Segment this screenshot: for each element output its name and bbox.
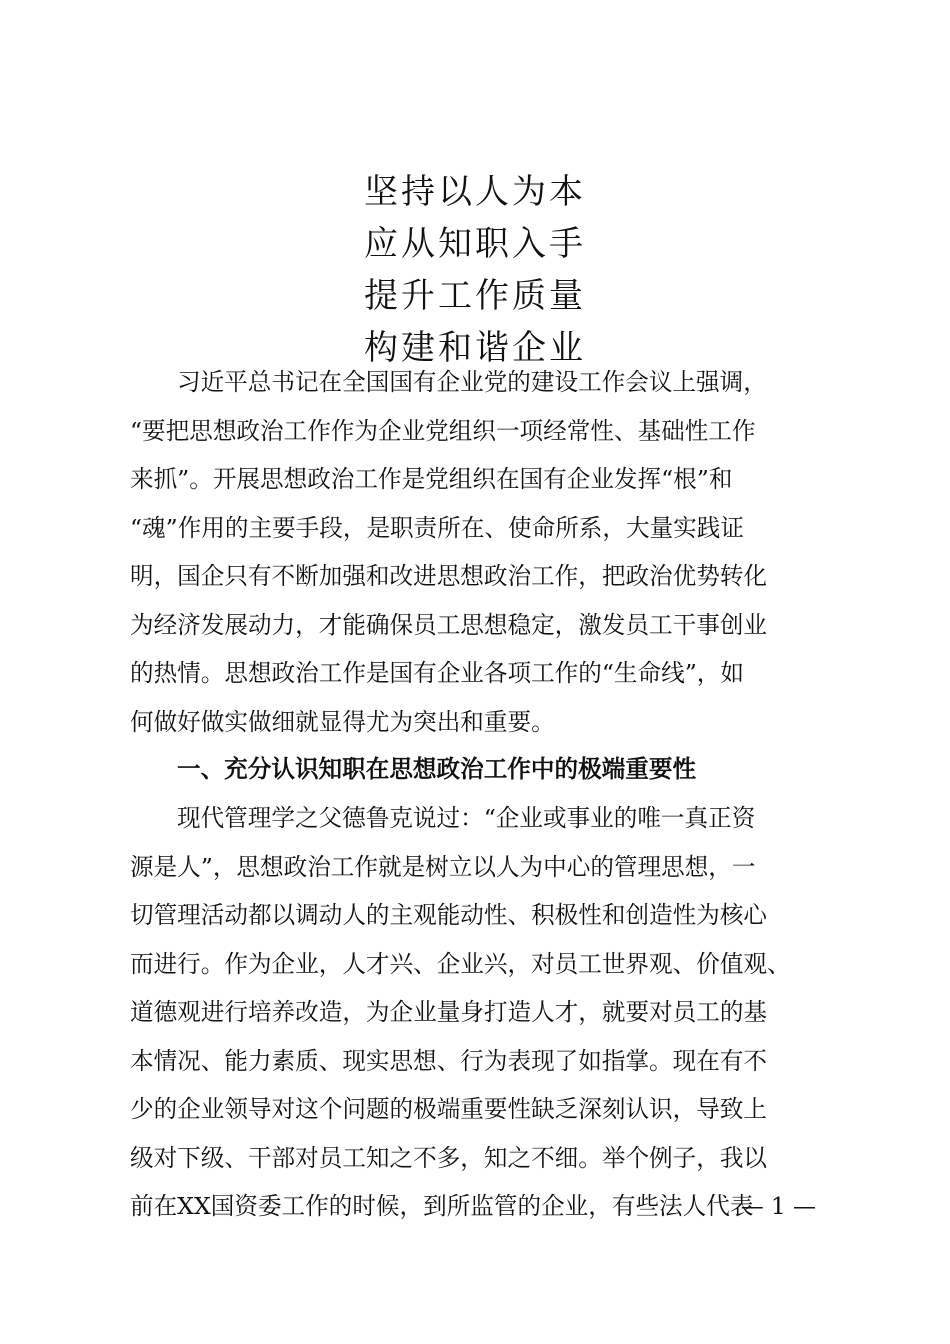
title-line-1: 坚持以人为本 xyxy=(364,172,586,212)
title-line-3: 提升工作质量 xyxy=(364,276,586,316)
paragraph-line: 的热情。思想政治工作是国有企业各项工作的“生命线”，如 xyxy=(130,659,744,687)
paragraph-section-1 xyxy=(130,794,820,1231)
paragraph-line: 为经济发展动力，才能确保员工思想稳定，激发员工干事创业 xyxy=(130,610,768,639)
paragraph-line: “魂”作用的主要手段，是职责所在、使命所系，大量实践证 xyxy=(130,513,744,542)
paragraph-line: 少的企业领导对这个问题的极端重要性缺乏深刻认识，导致上 xyxy=(130,1095,768,1123)
paragraph-line: 现代管理学之父德鲁克说过：“企业或事业的唯一真正资 xyxy=(177,804,756,832)
paragraph-line: “要把思想政治工作作为企业党组织一项经常性、基础性工作 xyxy=(130,416,756,445)
paragraph-line: 源是人”，思想政治工作就是树立以人为中心的管理思想，一 xyxy=(130,852,756,881)
title-line-4: 构建和谐企业 xyxy=(364,328,586,368)
section-heading-1 xyxy=(130,745,820,794)
paragraph-line: 道德观进行培养改造，为企业量身打造人才，就要对员工的基 xyxy=(130,998,768,1026)
paragraph-line: 明，国企只有不断加强和改进思想政治工作，把政治优势转化 xyxy=(130,562,768,590)
paragraph-line: 切管理活动都以调动人的主观能动性、积极性和创造性为核心 xyxy=(130,901,768,929)
paragraph-line: 级对下级、干部对员工知之不多，知之不细。举个例子，我以 xyxy=(130,1143,768,1172)
paragraph-line: 而进行。作为企业，人才兴、企业兴，对员工世界观、价值观、 xyxy=(130,949,791,978)
document-title xyxy=(0,166,950,374)
title-line-2: 应从知职入手 xyxy=(364,224,586,264)
paragraph-line: 何做好做实做细就显得尤为突出和重要。 xyxy=(130,707,555,736)
page-number: — 1 — xyxy=(740,1194,816,1220)
paragraph-line: 习近平总书记在全国国有企业党的建设工作会议上强调， xyxy=(177,368,767,396)
paragraph-line: 前在XX国资委工作的时候，到所监管的企业，有些法人代表 xyxy=(130,1192,754,1220)
paragraph-line: 来抓”。开展思想政治工作是党组织在国有企业发挥“根”和 xyxy=(130,465,733,493)
section-heading-text: 一、充分认识知职在思想政治工作中的极端重要性 xyxy=(177,755,697,783)
paragraph-line: 本情况、能力素质、现实思想、行为表现了如指掌。现在有不 xyxy=(130,1046,768,1075)
paragraph-intro xyxy=(130,358,820,746)
